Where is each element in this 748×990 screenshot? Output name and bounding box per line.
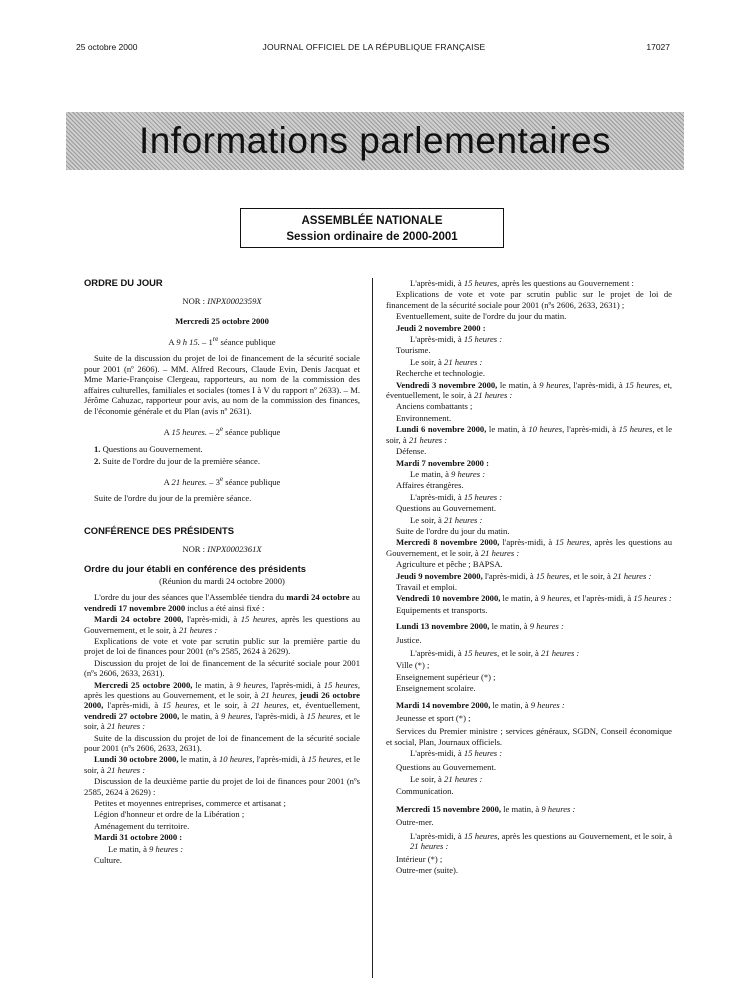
agenda-paragraph: Suite de la discussion du projet de loi de financement de la sécurité sociale pour 2001 (nº 2606). – MM. Alfred Recours, Claude Evin, Denis Jacquat et Mme Marie-Françoise Clergeau, rapporteurs, au nom de la commission des affaires culturelles, familiales et sociales (tomes I à V du rapport nº 2633). – M. Jérôme Cahuzac, rapporteur pour avis, au nom de la commission des finances, de l'économie générale et du Plan (avis nº 2631). [84,353,360,416]
agenda-paragraph: Petites et moyennes entreprises, commerce et artisanat ; [94,798,286,809]
agenda-paragraph: Jeudi 2 novembre 2000 : [396,322,486,333]
agenda-paragraph: Affaires étrangères. [396,480,464,491]
agenda-paragraph: Recherche et technologie. [396,368,485,379]
section-banner [66,112,684,170]
header-page-number: 17027 [646,42,670,52]
agenda-paragraph: Mardi 24 octobre 2000, l'après-midi, à 15 heures, après les questions au Gouvernement, et le soir, à 21 heures : [84,614,360,635]
agenda-paragraph: Tourisme. [396,345,431,356]
agenda-paragraph: Défense. [396,446,427,457]
right-column [386,278,672,876]
agenda-paragraph: Lundi 13 novembre 2000, le matin, à 9 heures : [396,621,564,632]
agenda-paragraph: L'après-midi, à 15 heures, après les questions au Gouvernement, et le soir, à 21 heures : [410,830,673,852]
agenda-paragraph: L'après-midi, à 15 heures, et le soir, à 21 heures : [410,648,580,658]
agenda-paragraph: Lundi 6 novembre 2000, le matin, à 10 heures, l'après-midi, à 15 heures, et le soir, à 21 heures : [386,424,673,445]
agenda-paragraph: Eventuellement, suite de l'ordre du jour du matin. [396,311,567,322]
agenda-paragraph: Vendredi 10 novembre 2000, le matin, à 9 heures, et l'après-midi, à 15 heures : [396,593,672,604]
agenda-paragraph: Mercredi 25 octobre 2000 [175,315,269,326]
agenda-paragraph: A 9 h 15. – 1re séance publique [168,335,276,348]
agenda-paragraph: 1. Questions au Gouvernement. [94,444,203,455]
agenda-paragraph: Services du Premier ministre ; services généraux, SGDN, Conseil économique et social, Plan, Journaux officiels. [386,726,672,747]
agenda-paragraph: (Réunion du mardi 24 octobre 2000) [159,575,285,586]
agenda-paragraph: Le soir, à 21 heures : [410,774,483,785]
agenda-paragraph: Travail et emploi. [396,581,458,592]
agenda-paragraph: Equipements et transports. [396,604,488,615]
agenda-paragraph: Aménagement du territoire. [94,820,190,831]
agenda-paragraph: Explications de vote et vote par scrutin public sur la première partie du projet de loi de finances pour 2001 (nºs 2585, 2624 à 2629). [84,635,360,657]
agenda-paragraph: L'après-midi, à 15 heures : [410,748,503,759]
agenda-paragraph: Justice. [396,634,422,645]
banner-title: Informations parlementaires [138,120,612,161]
agenda-paragraph: L'après-midi, à 15 heures : [410,491,503,502]
agenda-paragraph: Enseignement supérieur (*) ; [396,671,496,682]
agenda-paragraph: Mardi 31 octobre 2000 : [94,832,183,843]
agenda-paragraph: Suite de l'ordre du jour de la première séance. [94,493,252,504]
agenda-paragraph: Outre-mer (suite). [396,864,459,875]
agenda-paragraph: Le soir, à 21 heures : [410,514,483,525]
section-heading: CONFÉRENCE DES PRÉSIDENTS [84,524,235,536]
column-divider [372,278,373,978]
agenda-paragraph: Agriculture et pêche ; BAPSA. [396,559,503,570]
agenda-paragraph: Suite de l'ordre du jour du matin. [396,525,510,536]
left-column [84,278,360,866]
assembly-name: ASSEMBLÉE NATIONALE [301,215,443,227]
agenda-paragraph: Discussion du projet de loi de financement de la sécurité sociale pour 2001 (nºs 2606, 2633, 2631). [84,657,360,679]
agenda-paragraph: Vendredi 3 novembre 2000, le matin, à 9 heures, l'après-midi, à 15 heures, et, éventuellement, le soir, à 21 heures : [386,379,672,401]
agenda-paragraph: Enseignement scolaire. [396,683,476,694]
agenda-paragraph: A 21 heures. – 3e séance publique [163,475,281,487]
agenda-paragraph: Mardi 7 novembre 2000 : [396,457,489,468]
agenda-paragraph: Anciens combattants ; [396,401,473,412]
agenda-paragraph: Questions au Gouvernement. [396,761,496,772]
agenda-paragraph: NOR : INPX0002361X [182,544,262,555]
agenda-paragraph: NOR : INPX0002359X [182,296,262,307]
agenda-paragraph: 2. Suite de l'ordre du jour de la première séance. [94,455,260,466]
agenda-paragraph: Lundi 30 octobre 2000, le matin, à 10 heures, l'après-midi, à 15 heures, et le soir, à 21 heures : [84,754,361,775]
agenda-paragraph: Jeudi 9 novembre 2000, l'après-midi, à 15 heures, et le soir, à 21 heures : [396,570,652,581]
agenda-paragraph: Questions au Gouvernement. [396,503,496,514]
agenda-paragraph: Mercredi 15 novembre 2000, le matin, à 9 heures : [396,803,576,814]
agenda-paragraph: L'après-midi, à 15 heures, après les questions au Gouvernement : [410,278,634,288]
agenda-paragraph: Le matin, à 9 heures : [410,468,486,479]
agenda-paragraph: Légion d'honneur et ordre de la Libération ; [94,809,245,820]
header-journal-title: JOURNAL OFFICIEL DE LA RÉPUBLIQUE FRANÇAISE [262,42,486,52]
section-heading: Ordre du jour établi en conférence des présidents [84,563,306,575]
agenda-paragraph: Suite de la discussion du projet de loi de financement de la sécurité sociale pour 2001 (nºs 2606, 2633, 2631). [84,732,360,753]
header-date: 25 octobre 2000 [76,42,138,52]
session-name: Session ordinaire de 2000-2001 [286,231,458,243]
agenda-paragraph: Le soir, à 21 heures : [410,356,483,367]
agenda-paragraph: Explications de vote et vote par scrutin public sur le projet de loi de financement de la sécurité sociale pour 2001 (nºs 2606, 2633, 2631) ; [386,289,672,310]
agenda-paragraph: Discussion de la deuxième partie du projet de loi de finances pour 2001 (nºs 2585, 2624 à 2629) : [84,776,360,797]
agenda-paragraph: Mardi 14 novembre 2000, le matin, à 9 heures : [396,699,565,710]
agenda-paragraph: Intérieur (*) ; [396,853,443,864]
agenda-paragraph: Le matin, à 9 heures : [108,843,184,854]
agenda-paragraph: Mercredi 25 octobre 2000, le matin, à 9 heures, l'après-midi, à 15 heures, après les questions au Gouvernement, et le soir, à 21 heures, jeudi 26 octobre 2000, l'après-midi, à 15 heures, et le soir, à 21 heures, et, éventuellement, vendredi 27 octobre 2000, le matin, à 9 heures, l'après-midi, à 15 heures, et le soir, à 21 heures : [84,679,360,732]
agenda-paragraph: Culture. [94,855,122,866]
agenda-paragraph: Mercredi 8 novembre 2000, l'après-midi, à 15 heures, après les questions au Gouvernement, et le soir, à 21 heures : [386,537,673,558]
agenda-paragraph: L'après-midi, à 15 heures : [410,334,503,345]
agenda-paragraph: Ville (*) ; [396,660,430,671]
agenda-paragraph: Environnement. [396,412,452,423]
assembly-box [240,208,504,248]
agenda-paragraph: A 15 heures. – 2e séance publique [163,424,281,437]
agenda-paragraph: Outre-mer. [396,817,434,828]
agenda-paragraph: L'ordre du jour des séances que l'Assemblée tiendra du mardi 24 octobre au vendredi 17 novembre 2000 inclus a été ainsi fixé : [84,592,361,613]
agenda-paragraph: Communication. [396,786,454,797]
agenda-paragraph: Jeunesse et sport (*) ; [396,713,471,724]
section-heading: ORDRE DU JOUR [84,277,163,288]
